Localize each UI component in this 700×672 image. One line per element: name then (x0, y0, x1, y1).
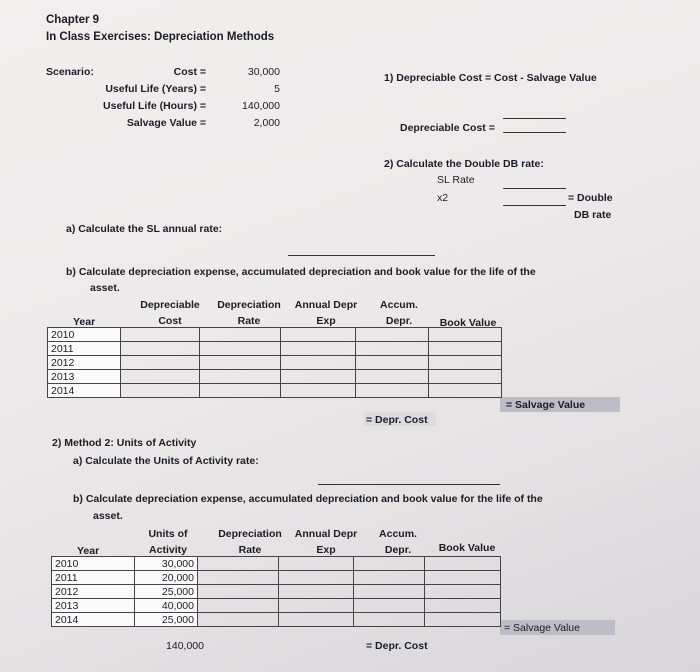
t1-header-depr: Depr. (385, 315, 413, 327)
x2-answer-line (503, 205, 566, 206)
t1-header-rate: Rate (237, 315, 261, 327)
table-row (52, 557, 501, 571)
depreciation-rate-cell[interactable] (198, 571, 279, 585)
accum-depr-cell[interactable] (354, 599, 425, 613)
depreciation-rate-cell[interactable] (200, 328, 281, 342)
accum-depr-cell[interactable] (356, 328, 429, 342)
depreciation-rate-cell[interactable] (200, 384, 281, 398)
sl-rate-answer-line (503, 188, 566, 189)
sl-annual-rate-answer-line (288, 255, 435, 256)
t1-header-depreciation: Depreciation (217, 299, 281, 311)
annual-depr-exp-cell[interactable] (281, 356, 356, 370)
t2-header-depr: Depr. (384, 544, 412, 556)
t2-depr-cost-note: = Depr. Cost (366, 640, 428, 652)
year-cell: 2013 (52, 599, 135, 613)
annual-depr-exp-cell[interactable] (281, 328, 356, 342)
accum-depr-cell[interactable] (354, 557, 425, 571)
t2-header-accum: Accum. (379, 528, 417, 540)
t1-header-book-value: Book Value (439, 317, 497, 329)
year-cell: 2012 (52, 585, 135, 599)
table-row (52, 585, 501, 599)
table-row (48, 384, 502, 398)
double-label: = Double (568, 192, 613, 204)
book-value-cell[interactable] (425, 613, 501, 627)
depreciable-cost-cell[interactable] (121, 356, 200, 370)
t2-header-annual-depr: Annual Depr (294, 528, 358, 540)
depreciation-rate-cell[interactable] (198, 585, 279, 599)
units-rate-answer-line (318, 484, 500, 485)
db-rate-label: DB rate (574, 209, 612, 221)
scenario-life-years-label: Useful Life (Years) = (105, 83, 206, 95)
depreciable-cost-label: Depreciable Cost = (400, 122, 495, 134)
t1-header-accum: Accum. (380, 299, 418, 311)
book-value-cell[interactable] (425, 585, 501, 599)
method2-title: 2) Method 2: Units of Activity (52, 437, 197, 449)
annual-depr-exp-cell[interactable] (279, 571, 354, 585)
t1-header-year: Year (73, 316, 96, 328)
annual-depr-exp-cell[interactable] (279, 613, 354, 627)
sl-rate-label: SL Rate (437, 174, 475, 186)
book-value-cell[interactable] (425, 599, 501, 613)
t2-salvage-value-note: = Salvage Value (504, 622, 580, 634)
scenario-life-hours-label: Useful Life (Hours) = (103, 100, 206, 112)
units-total: 140,000 (166, 640, 204, 652)
t2-header-year: Year (77, 545, 100, 557)
sl-depreciation-table (47, 327, 502, 398)
q2-title: 2) Calculate the Double DB rate: (384, 158, 544, 170)
table-row (48, 328, 502, 342)
accum-depr-cell[interactable] (356, 370, 429, 384)
t2-header-activity: Activity (149, 544, 187, 556)
year-cell: 2011 (52, 571, 135, 585)
units-depreciation-table (51, 556, 501, 627)
book-value-cell[interactable] (429, 384, 502, 398)
scenario-salvage-value: 2,000 (253, 117, 280, 129)
t2-header-exp: Exp (316, 544, 336, 556)
scenario-salvage-label: Salvage Value = (126, 117, 206, 129)
depreciation-rate-cell[interactable] (200, 370, 281, 384)
depreciable-cost-cell[interactable] (121, 370, 200, 384)
depreciation-rate-cell[interactable] (200, 356, 281, 370)
t1-header-exp: Exp (316, 315, 336, 327)
annual-depr-exp-cell[interactable] (279, 557, 354, 571)
part-b2-instructions: b) Calculate depreciation expense, accumulated depreciation and book value for the life of the (73, 493, 543, 505)
units-cell: 25,000 (135, 585, 198, 599)
table-row (52, 571, 501, 585)
t1-header-annual-depr: Annual Depr (294, 299, 358, 311)
annual-depr-exp-cell[interactable] (281, 342, 356, 356)
book-value-cell[interactable] (429, 370, 502, 384)
chapter-title: Chapter 9 (46, 14, 100, 26)
units-cell: 25,000 (135, 613, 198, 627)
year-cell: 2010 (52, 557, 135, 571)
scenario-cost-value: 30,000 (247, 66, 280, 78)
depreciation-rate-cell[interactable] (200, 342, 281, 356)
part-a-sl-rate: a) Calculate the SL annual rate: (66, 223, 223, 235)
accum-depr-cell[interactable] (356, 356, 429, 370)
year-cell: 2011 (48, 342, 121, 356)
scenario-life-years-value: 5 (274, 83, 280, 95)
table-row (52, 613, 501, 627)
part-b-instructions: b) Calculate depreciation expense, accumulated depreciation and book value for the life of the (66, 266, 536, 278)
table-row (48, 370, 502, 384)
accum-depr-cell[interactable] (356, 342, 429, 356)
depreciable-cost-cell[interactable] (121, 384, 200, 398)
depreciation-rate-cell[interactable] (198, 599, 279, 613)
method2-part-a: a) Calculate the Units of Activity rate: (73, 455, 259, 467)
t1-salvage-value-note: = Salvage Value (506, 399, 586, 411)
t1-header-depreciable: Depreciable (140, 299, 200, 311)
table-row (48, 356, 502, 370)
q1-title: 1) Depreciable Cost = Cost - Salvage Value (384, 72, 597, 84)
depreciation-rate-cell[interactable] (198, 613, 279, 627)
year-cell: 2013 (48, 370, 121, 384)
accum-depr-cell[interactable] (354, 571, 425, 585)
year-cell: 2014 (48, 384, 121, 398)
t2-header-rate: Rate (238, 544, 262, 556)
annual-depr-exp-cell[interactable] (281, 384, 356, 398)
part-b2-instructions-cont: asset. (93, 510, 123, 522)
annual-depr-exp-cell[interactable] (279, 585, 354, 599)
depreciable-cost-cell[interactable] (121, 342, 200, 356)
book-value-cell[interactable] (429, 342, 502, 356)
scenario-cost-label: Cost = (173, 66, 206, 78)
scenario-life-hours-value: 140,000 (242, 100, 280, 112)
table-row (52, 599, 501, 613)
annual-depr-exp-cell[interactable] (279, 599, 354, 613)
book-value-cell[interactable] (429, 328, 502, 342)
depreciable-cost-answer-line-2 (503, 132, 566, 133)
x2-label: x2 (437, 192, 449, 204)
depreciable-cost-answer-line (503, 118, 566, 119)
t1-header-cost: Cost (158, 315, 182, 327)
page-subtitle: In Class Exercises: Depreciation Methods (46, 31, 275, 43)
depreciation-rate-cell[interactable] (198, 557, 279, 571)
scenario-label: Scenario: (46, 66, 94, 78)
t2-header-book-value: Book Value (438, 542, 496, 554)
book-value-cell[interactable] (429, 356, 502, 370)
units-cell: 20,000 (135, 571, 198, 585)
t2-header-depreciation: Depreciation (218, 528, 282, 540)
depreciable-cost-cell[interactable] (121, 328, 200, 342)
year-cell: 2010 (48, 328, 121, 342)
t1-depr-cost-note: = Depr. Cost (366, 414, 428, 426)
t2-header-units-of: Units of (148, 528, 188, 540)
units-cell: 40,000 (135, 599, 198, 613)
book-value-cell[interactable] (425, 557, 501, 571)
table-row (48, 342, 502, 356)
book-value-cell[interactable] (425, 571, 501, 585)
units-cell: 30,000 (135, 557, 198, 571)
accum-depr-cell[interactable] (354, 613, 425, 627)
year-cell: 2012 (48, 356, 121, 370)
accum-depr-cell[interactable] (354, 585, 425, 599)
accum-depr-cell[interactable] (356, 384, 429, 398)
year-cell: 2014 (52, 613, 135, 627)
annual-depr-exp-cell[interactable] (281, 370, 356, 384)
part-b-instructions-cont: asset. (90, 282, 120, 294)
